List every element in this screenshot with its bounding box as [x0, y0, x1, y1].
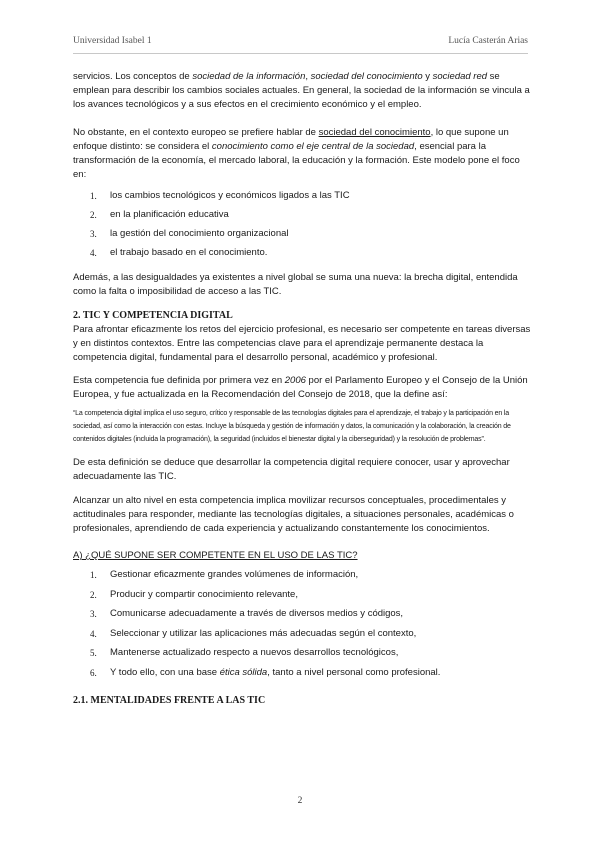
definition-quote: “La competencia digital implica el uso seguro, crítico y responsable de las tecnologías digitales para el aprendizaje, el trabajo y la participación en la sociedad, así como la interacción con estas. Incluye la búsqueda y gestión de información y datos, la comunicación y la colaboración, la creación de contenidos digitales (incluida la programación), la seguridad (incluidos el bienestar digital y la ciberseguridad) y la resolución de problemas”. — [73, 410, 511, 443]
list-item: 3. Comunicarse adecuadamente a través de diversos medios y códigos, — [90, 608, 404, 619]
list-item: 3. la gestión del conocimiento organizacional — [90, 228, 289, 239]
page-number: 2 — [297, 796, 303, 806]
page-header — [73, 36, 528, 50]
paragraph-competence-intro: Para afrontar eficazmente los retos del ejercicio profesional, es necesario ser competente en tareas diversas y en distintos contextos. Entre las competencias clave para el aprendizaje permanente destaca la competencia digital, fundamental para el desarrollo personal, académico y profesional. — [73, 324, 531, 363]
header-author: Lucía Casterán Arias — [448, 36, 528, 46]
list-item: 5. Mantenerse actualizado respecto a nuevos desarrollos tecnológicos, — [90, 647, 399, 658]
focus-list — [73, 189, 531, 265]
list-item: 4. Seleccionar y utilizar las aplicaciones más adecuadas según el contexto, — [90, 627, 417, 639]
paragraph-societies: servicios. Los conceptos de sociedad de la información, sociedad del conocimiento y sociedad red se emplean para describir los cambios sociales actuales. En general, la sociedad de la información se vincula a los avances tecnológicos y a sus efectos en el crecimiento económico y el empleo. — [73, 71, 530, 110]
paragraph-definition-intro: Esta competencia fue definida por primera vez en 2006 por el Parlamento Europeo y el Consejo de la Unión Europea, y fue actualizada en la Recomendación del Consejo de 2018, que la define así: — [73, 375, 528, 400]
page-body — [73, 70, 531, 708]
list-item: 6. Y todo ello, con una base ética sólida, tanto a nivel personal como profesional. — [90, 666, 441, 678]
header-divider — [73, 53, 528, 54]
paragraph-deduction: De esta definición se deduce que desarrollar la competencia digital requiere conocer, usar y aprovechar adecuadamente las TIC. — [73, 457, 510, 482]
list-item: 1. los cambios tecnológicos y económicos ligados a las TIC — [90, 190, 350, 201]
list-item: 1. Gestionar eficazmente grandes volúmenes de información, — [90, 569, 359, 580]
list-item: 2. en la planificación educativa — [90, 209, 229, 220]
section-title-tic: 2. TIC Y COMPETENCIA DIGITAL — [73, 310, 233, 321]
paragraph-knowledge-society: No obstante, en el contexto europeo se prefiere hablar de sociedad del conocimiento, lo que supone un enfoque distinto: se considera el conocimiento como el eje central de la sociedad, esencial para la transformación de la economía, el mercado laboral, la educación y la formación. Este modelo pone el foco en: — [73, 127, 520, 180]
section-title-mentalities: 2.1. MENTALIDADES FRENTE A LAS TIC — [73, 695, 266, 706]
list-item: 2. Producir y compartir conocimiento relevante, — [90, 588, 298, 600]
competence-list — [73, 568, 531, 685]
subsection-title-a: A) ¿QUÉ SUPONE SER COMPETENTE EN EL USO DE LAS TIC? — [73, 550, 358, 561]
paragraph-digital-divide: Además, a las desigualdades ya existentes a nivel global se suma una nueva: la brecha digital, entendida como la falta o imposibilidad de acceso a las TIC. — [73, 272, 518, 297]
list-item: 4. el trabajo basado en el conocimiento. — [90, 247, 268, 258]
header-institution: Universidad Isabel 1 — [73, 36, 152, 46]
paragraph-high-level: Alcanzar un alto nivel en esta competencia implica movilizar recursos conceptuales, procedimentales y actitudinales para responder, mediante las tecnologías digitales, a situaciones personales, académicas o profesionales, aprendiendo de cada experiencia y actualizando constantemente los conocimientos. — [73, 495, 514, 534]
